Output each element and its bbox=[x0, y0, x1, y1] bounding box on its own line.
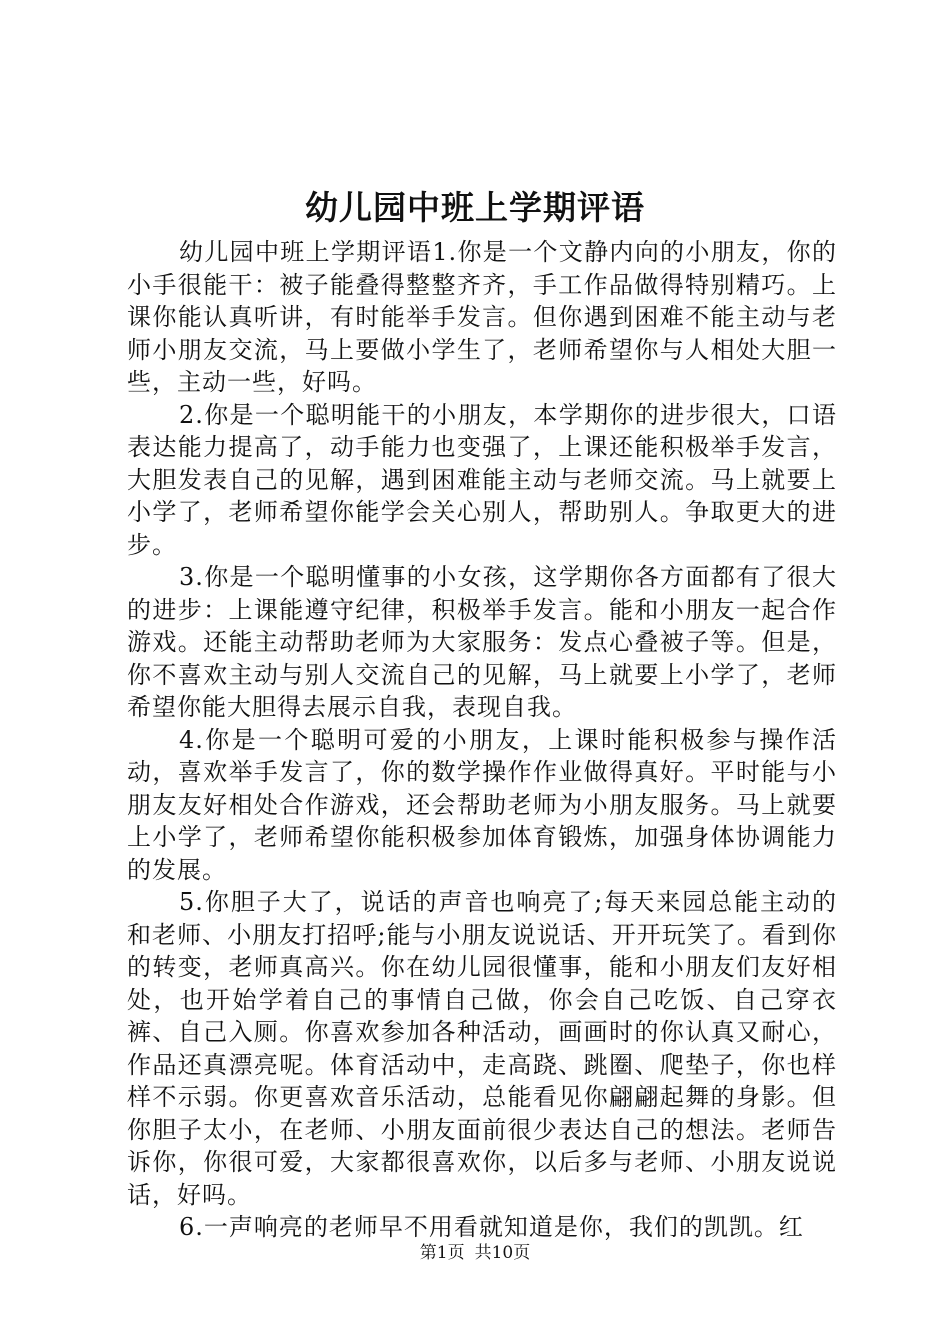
document-body bbox=[127, 236, 837, 1244]
document-title: 幼儿园中班上学期评语 bbox=[305, 188, 645, 227]
paragraph-3: 3.你是一个聪明懂事的小女孩，这学期你各方面都有了很大的进步：上课能遵守纪律，积极举手发言。能和小朋友一起合作游戏。还能主动帮助老师为大家服务：发点心叠被子等。但是，你不喜欢主动与别人交流自己的见解，马上就要上小学了，老师希望你能大胆得去展示自我，表现自我。 bbox=[127, 563, 837, 721]
page-total: 共10页 bbox=[474, 1243, 531, 1263]
paragraph-5: 5.你胆子大了，说话的声音也响亮了;每天来园总能主动的和老师、小朋友打招呼;能与小朋友说说话、开开玩笑了。看到你的转变，老师真高兴。你在幼儿园很懂事，能和小朋友们友好相处，也开始学着自己的事情自己做，你会自己吃饭、自己穿衣裤、自己入厕。你喜欢参加各种活动，画画时的你认真又耐心，作品还真漂亮呢。体育活动中，走高跷、跳圈、爬垫子，你也样样不示弱。你更喜欢音乐活动，总能看见你翩翩起舞的身影。但你胆子太小，在老师、小朋友面前很少表达自己的想法。老师告诉你，你很可爱，大家都很喜欢你，以后多与老师、小朋友说说话，好吗。 bbox=[127, 888, 837, 1209]
paragraph-2: 2.你是一个聪明能干的小朋友，本学期你的进步很大，口语表达能力提高了，动手能力也变强了，上课还能积极举手发言，大胆发表自己的见解，遇到困难能主动与老师交流。马上就要上小学了，老师希望你能学会关心别人，帮助别人。争取更大的进步。 bbox=[127, 400, 837, 559]
paragraph-1: 幼儿园中班上学期评语1.你是一个文静内向的小朋友，你的小手很能干：被子能叠得整整齐齐，手工作品做得特别精巧。上课你能认真听讲，有时能举手发言。但你遇到困难不能主动与老师小朋友交流，马上要做小学生了，老师希望你与人相处大胆一些，主动一些，好吗。 bbox=[127, 238, 837, 396]
page-footer bbox=[0, 1241, 950, 1265]
paragraph-6: 6.一声响亮的老师早不用看就知道是你，我们的凯凯。红 bbox=[179, 1213, 804, 1241]
paragraph-4: 4.你是一个聪明可爱的小朋友，上课时能积极参与操作活动，喜欢举手发言了，你的数学操作作业做得真好。平时能与小朋友友好相处合作游戏，还会帮助老师为小朋友服务。马上就要上小学了，老师希望你能积极参加体育锻炼，加强身体协调能力的发展。 bbox=[127, 725, 837, 884]
page-number: 第1页 bbox=[419, 1243, 465, 1263]
